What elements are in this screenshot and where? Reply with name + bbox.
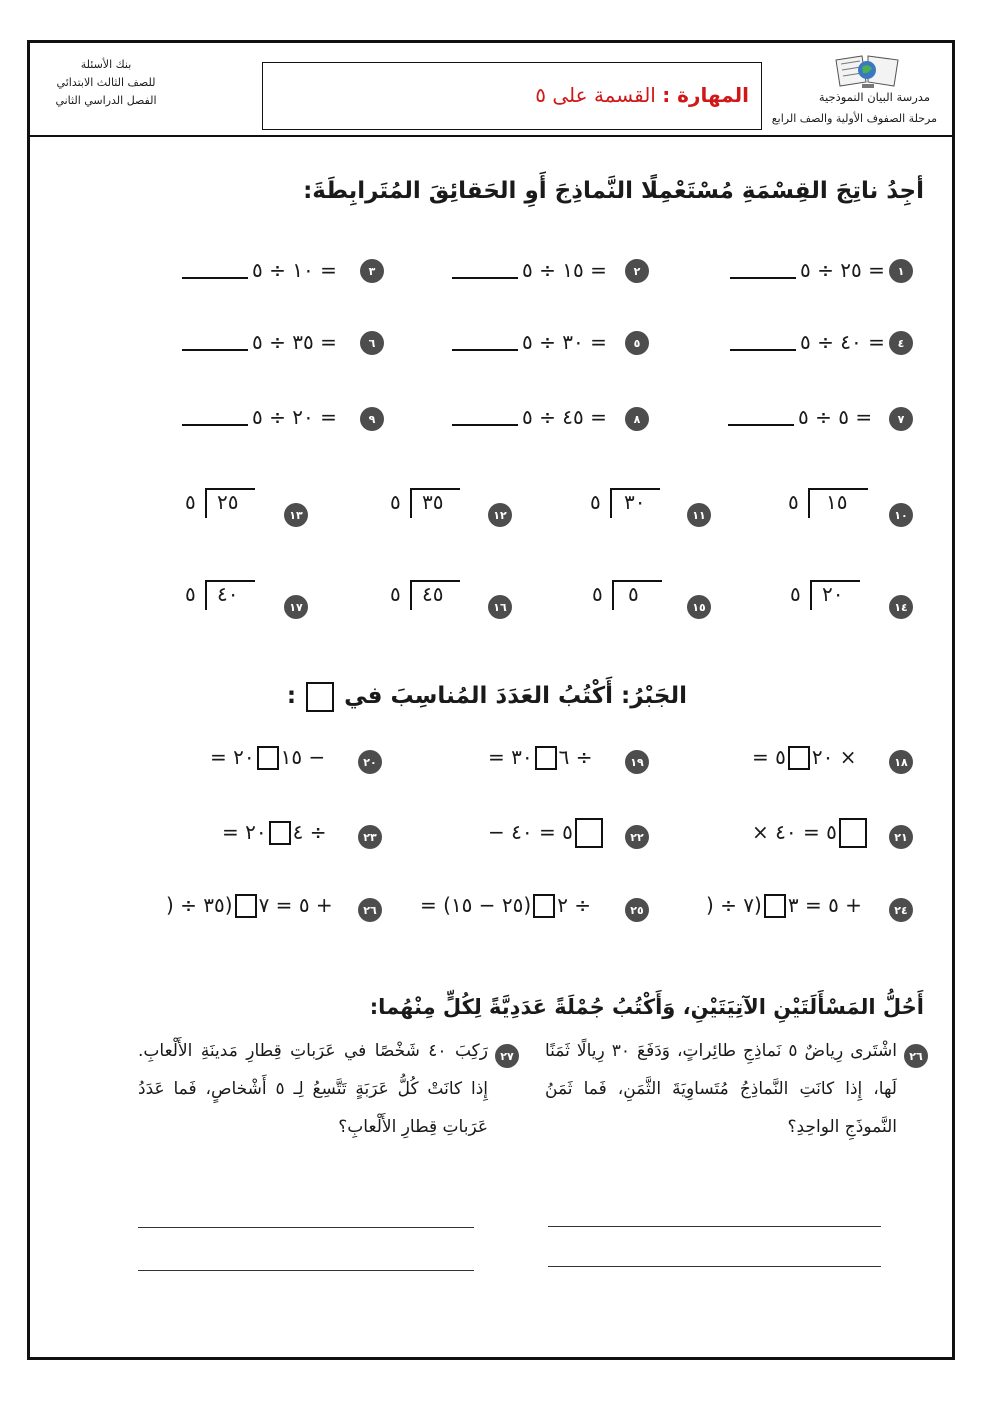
- skill-box: [262, 62, 762, 130]
- algebra-question: [752, 745, 856, 770]
- answer-blank[interactable]: [452, 424, 518, 426]
- answer-blank[interactable]: [730, 349, 796, 351]
- answer-box[interactable]: [764, 894, 786, 918]
- divisor: ٥: [185, 490, 196, 514]
- divisor: ٥: [390, 490, 401, 514]
- question-bank-label: بنك الأسئلة: [80, 58, 132, 71]
- equation-right: = ٦: [488, 745, 570, 769]
- header-left: [36, 56, 176, 110]
- answer-line[interactable]: [138, 1270, 474, 1271]
- question-number: ٩: [360, 407, 384, 431]
- equation-left: (٣٥ +: [203, 893, 333, 917]
- section1-instruction: أجِدُ ناتِجَ القِسْمَةِ مُسْتَعْمِلًا النَّماذِجَ أَوِ الحَقائِقَ المُتَرابِطَةَ:: [303, 178, 924, 204]
- division-expression: ٣٠ ÷ ٥ =: [522, 330, 607, 354]
- question-number: ٢٢: [625, 825, 649, 849]
- answer-line[interactable]: [548, 1226, 881, 1227]
- division-expression: ٣٥ ÷ ٥ =: [252, 330, 337, 354]
- skill-label: المهارة :: [662, 83, 749, 107]
- equation-right: = ٤: [222, 820, 304, 844]
- long-division: [790, 580, 860, 610]
- question-number: ٥: [625, 331, 649, 355]
- answer-box[interactable]: [575, 818, 603, 848]
- division-question: [452, 330, 607, 354]
- question-number: ٤: [889, 331, 913, 355]
- school-stage: مرحلة الصفوف الأولية والصف الرابع: [771, 112, 937, 125]
- divisor: ٥: [790, 582, 801, 606]
- question-number: ٢٠: [358, 750, 382, 774]
- answer-box[interactable]: [269, 821, 291, 845]
- question-number: ١٥: [687, 595, 711, 619]
- equation-left: (٢٥ − ١٥) ÷: [443, 893, 592, 917]
- division-question: [182, 405, 337, 429]
- dividend: ٢٠: [822, 582, 844, 606]
- long-division: [390, 580, 460, 610]
- answer-blank[interactable]: [452, 349, 518, 351]
- algebra-instruction-text: الجَبْرُ: أَكْتُبُ العَدَدَ المُناسِبَ في: [344, 683, 687, 709]
- question-number: ٢٦: [904, 1044, 928, 1068]
- division-expression: ٢٥ ÷ ٥ =: [800, 258, 885, 282]
- divisor: ٥: [590, 490, 601, 514]
- answer-box[interactable]: [788, 746, 810, 770]
- dividend: ٥: [628, 582, 639, 606]
- division-expression: ٢٠ ÷ ٥ =: [252, 405, 337, 429]
- answer-blank[interactable]: [182, 349, 248, 351]
- question-number: ٧: [889, 407, 913, 431]
- dividend: ١٥: [826, 490, 848, 514]
- equation-right: = ٢٠: [752, 745, 834, 769]
- long-division: [185, 488, 255, 518]
- header-separator: [30, 135, 952, 137]
- answer-box[interactable]: [535, 746, 557, 770]
- divisor: ٥: [788, 490, 799, 514]
- question-number: ٢٥: [625, 898, 649, 922]
- division-question: [182, 258, 337, 282]
- divisor: ٥: [185, 582, 196, 606]
- answer-box[interactable]: [257, 746, 279, 770]
- division-expression: ١٠ ÷ ٥ =: [252, 258, 337, 282]
- question-number: ٢: [625, 259, 649, 283]
- algebra-question: [166, 893, 333, 918]
- semester-label: الفصل الدراسي الثاني: [55, 94, 157, 107]
- question-number: ٣: [360, 259, 384, 283]
- divisor: ٥: [592, 582, 603, 606]
- question-number: ١٠: [889, 503, 913, 527]
- equation-left: ٢٠ ÷: [245, 820, 327, 844]
- answer-blank[interactable]: [730, 277, 796, 279]
- dividend: ٤٠: [217, 582, 239, 606]
- question-number: ١: [889, 259, 913, 283]
- answer-line[interactable]: [138, 1227, 474, 1228]
- dividend: ٣٠: [624, 490, 646, 514]
- problems-instruction: أَحُلُّ المَسْأَلَتَيْنِ الآتِيَتَيْنِ، وَأَكْتُبُ جُمْلَةً عَدَدِيَّةً لِكُلٍّ مِنْهُما:: [369, 995, 924, 1019]
- algebra-question: [222, 820, 326, 845]
- question-number: ١٨: [889, 750, 913, 774]
- division-question: [728, 405, 872, 429]
- equation-left: ٣٠ ÷: [511, 745, 593, 769]
- equation-right: = ١٥: [210, 745, 303, 769]
- equation-left: (٧ +: [743, 893, 862, 917]
- answer-box[interactable]: [533, 894, 555, 918]
- question-number: ١٤: [889, 595, 913, 619]
- division-expression: ٥ ÷ ٥ =: [798, 405, 873, 429]
- school-info: [745, 52, 960, 132]
- long-division: [390, 488, 460, 518]
- long-division: [592, 580, 662, 610]
- question-number: ٢٣: [358, 825, 382, 849]
- dividend: ٣٥: [422, 490, 444, 514]
- question-number: ١٢: [488, 503, 512, 527]
- division-expression: ٤٥ ÷ ٥ =: [522, 405, 607, 429]
- answer-blank[interactable]: [182, 277, 248, 279]
- answer-line[interactable]: [548, 1266, 881, 1267]
- algebra-question: [752, 818, 869, 848]
- long-division: [185, 580, 255, 610]
- division-expression: ٤٠ ÷ ٥ =: [800, 330, 885, 354]
- division-question: [730, 330, 885, 354]
- grade-label: للصف الثالث الابتدائي: [56, 76, 156, 89]
- division-question: [182, 330, 337, 354]
- question-number: ١١: [687, 503, 711, 527]
- long-division: [590, 488, 660, 518]
- dividend: ٢٥: [217, 490, 239, 514]
- equation-right: ) ÷ ٥ = ٧: [166, 893, 310, 917]
- question-number: ١٧: [284, 595, 308, 619]
- question-number: ٢٧: [495, 1044, 519, 1068]
- question-number: ١٩: [625, 750, 649, 774]
- algebra-question: [488, 818, 605, 848]
- division-question: [452, 405, 607, 429]
- division-expression: ١٥ ÷ ٥ =: [522, 258, 607, 282]
- question-number: ١٦: [488, 595, 512, 619]
- dividend: ٤٥: [422, 582, 444, 606]
- answer-blank[interactable]: [728, 424, 794, 426]
- empty-box-icon: [306, 682, 334, 712]
- answer-box[interactable]: [235, 894, 257, 918]
- algebra-question: [210, 745, 325, 770]
- question-number: ٢١: [889, 825, 913, 849]
- skill-title: [535, 83, 749, 107]
- question-number: ١٣: [284, 503, 308, 527]
- equation-left: ٢٠ −: [233, 745, 326, 769]
- equation-right: − ٥ = ٤٠: [488, 820, 573, 844]
- division-question: [452, 258, 607, 282]
- school-name: مدرسة البيان النموذجية: [818, 90, 930, 104]
- equation-right: = ٢: [420, 893, 568, 917]
- question-number: ٦: [360, 331, 384, 355]
- question-number: ٢٦: [358, 898, 382, 922]
- answer-box[interactable]: [839, 818, 867, 848]
- algebra-question: [488, 745, 592, 770]
- word-problem: اشْتَرى رِياضٌ ٥ نَماذِجِ طائِراتٍ، وَدَفَعَ ٣٠ رِيالًا ثَمَنًا لَها، إِذا كانَتِ النَّماذِجُ مُتَساوِيَةَ الثَّمَنِ، فَما ثَمَنُ النَّموذَجِ الواحِدِ؟: [545, 1041, 897, 1137]
- divisor: ٥: [390, 582, 401, 606]
- question-number: ٢٤: [889, 898, 913, 922]
- answer-blank[interactable]: [452, 277, 518, 279]
- algebra-instruction: الجَبْرُ: أَكْتُبُ العَدَدَ المُناسِبَ في :: [287, 682, 687, 712]
- word-problem: رَكِبَ ٤٠ شَخْصًا في عَرَباتِ قِطارِ مَدينَةِ الأَلْعابِ. إِذا كانَتْ كُلُّ عَرَبَةٍ تَتَّسِعُ لِـ ٥ أَشْخاصٍ، فَما عَدَدُ عَرَباتِ قِطارِ الأَلْعابِ؟: [138, 1041, 488, 1137]
- long-division: [788, 488, 868, 518]
- answer-blank[interactable]: [182, 424, 248, 426]
- question-number: ٨: [625, 407, 649, 431]
- equation-right: ) ÷ ٥ = ٣: [706, 893, 839, 917]
- skill-value: القسمة على ٥: [535, 83, 656, 107]
- equation-right: × ٥ = ٤٠: [752, 820, 837, 844]
- algebra-question: [420, 893, 591, 918]
- algebra-question: [706, 893, 862, 918]
- equation-left: ٥ ×: [775, 745, 857, 769]
- division-question: [730, 258, 885, 282]
